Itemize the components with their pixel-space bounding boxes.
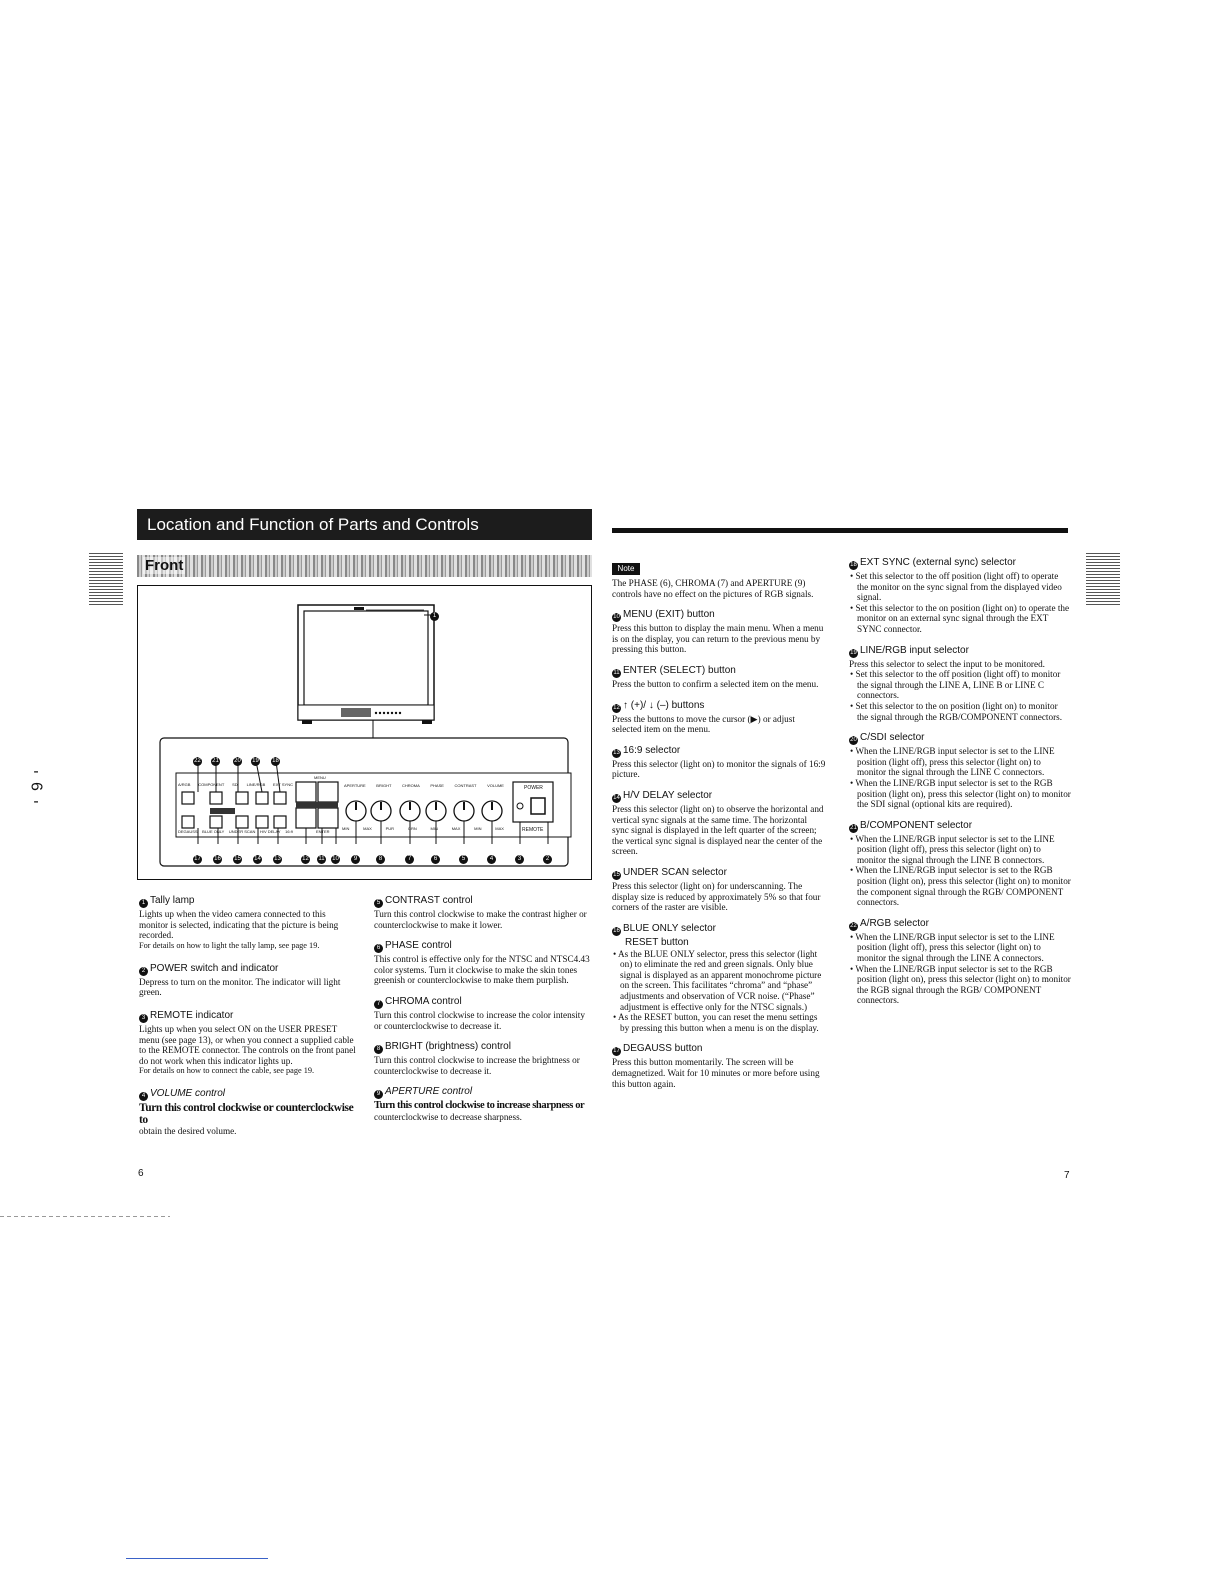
callout-number: 4 bbox=[487, 855, 496, 864]
entry-number: 19 bbox=[850, 649, 857, 656]
callout-number: 13 bbox=[274, 856, 281, 862]
entry-title: PHASE control bbox=[385, 940, 452, 952]
left-edge-tab bbox=[89, 553, 123, 605]
entry-number: 17 bbox=[613, 1048, 620, 1055]
callout-7 bbox=[405, 846, 416, 864]
front-panel-diagram bbox=[137, 585, 592, 880]
entry-heading bbox=[139, 895, 357, 908]
entry-b-component-selector bbox=[849, 820, 1071, 908]
entry-contrast-control bbox=[374, 895, 594, 930]
callout-13 bbox=[273, 846, 284, 864]
entry-bullet: • Set this selector to the on position (light on) to monitor the signal through the RGB/COMPONENT connectors. bbox=[850, 700, 1063, 722]
label-line-rgb: LINE/RGB bbox=[246, 782, 266, 787]
entry-heading bbox=[374, 940, 594, 953]
callout-number: 11 bbox=[318, 856, 325, 862]
callout-number: 12 bbox=[302, 856, 309, 862]
enter-label: ENTER bbox=[316, 829, 330, 834]
callout-17 bbox=[193, 846, 204, 864]
entry-number: 14 bbox=[613, 794, 620, 801]
entry-number: 9 bbox=[374, 1090, 383, 1099]
callout-number: 21 bbox=[212, 758, 219, 764]
label-sdi: SDI bbox=[232, 782, 239, 787]
callout-2 bbox=[543, 846, 554, 864]
entry-body: Turn this control clockwise to increase the brightness or counterclockwise to decrease it. bbox=[374, 1055, 580, 1076]
callout-10 bbox=[331, 846, 342, 864]
bullet-text: When the LINE/RGB input selector is set to the LINE position (light off), press this selector (light on) to monitor the signal through the LINE A connectors. bbox=[855, 931, 1055, 964]
page-number-right: 7 bbox=[1064, 1170, 1070, 1181]
left-column bbox=[139, 895, 357, 1144]
entry-heading bbox=[849, 557, 1071, 570]
menu-label: MENU bbox=[314, 775, 326, 780]
callout-16 bbox=[213, 846, 224, 864]
label-max: MAX bbox=[451, 826, 461, 831]
entry-number: 2 bbox=[139, 967, 148, 976]
label-bright: BRIGHT bbox=[376, 783, 392, 788]
entry-title: DEGAUSS button bbox=[623, 1043, 703, 1055]
entry-title: H/V DELAY selector bbox=[623, 789, 713, 801]
entry-title: A/RGB selector bbox=[860, 917, 929, 929]
label-16-9: 16:9 bbox=[285, 829, 293, 834]
entry-number: 7 bbox=[374, 1000, 383, 1009]
entry-remote-indicator bbox=[139, 1010, 357, 1076]
label-pur: PUR bbox=[385, 826, 395, 831]
entry-aperture-control bbox=[374, 1086, 594, 1123]
callout-number: 19 bbox=[252, 758, 259, 764]
entry-heading bbox=[612, 665, 826, 678]
bullet-text: As the BLUE ONLY selector, press this selector (light on) to eliminate the red and green signals. Only blue signal is displayed as an apparent monochrome picture on the screen. This facilitates “chroma” and “phase” adjustments and observation of VCR noise. (“Phase” adjustment is effective only for the NTSC signals.) bbox=[618, 948, 822, 1012]
callout-number: 15 bbox=[234, 856, 241, 862]
callout-number: 6 bbox=[431, 855, 440, 864]
entry-volume-control bbox=[139, 1088, 357, 1137]
bullet-text: When the LINE/RGB input selector is set to the RGB position (light on), press this selector (light on) to monitor the RGB signal through the RGB/ COMPONENT connectors. bbox=[855, 963, 1071, 1006]
entry-body: Turn this control clockwise to make the contrast higher or counterclockwise to make it lower. bbox=[374, 909, 587, 930]
entry-title: APERTURE control bbox=[385, 1086, 473, 1098]
callout-21 bbox=[211, 748, 222, 766]
entry-heading bbox=[374, 895, 594, 908]
entry-body: Lights up when the video camera connected to this monitor is selected, indicating that the picture is being recorded. bbox=[139, 909, 339, 941]
entry-heading bbox=[612, 609, 826, 622]
callout-tally bbox=[430, 603, 441, 621]
entry-number: 8 bbox=[374, 1045, 383, 1054]
entry-bullet: • When the LINE/RGB input selector is set to the RGB position (light on), press this selector (light on) to monitor the RGB signal through the RGB/ COMPONENT connectors. bbox=[850, 963, 1071, 1006]
entry-bullet: • Set this selector to the off position (light off) to monitor the signal through the LINE A, LINE B or LINE C connectors. bbox=[850, 669, 1061, 701]
entry-heading bbox=[612, 867, 826, 880]
entry-bullet: • Set this selector to the on position (light on) to operate the monitor on an external sync signal through the EXT SYNC connector. bbox=[850, 602, 1070, 634]
callout-12 bbox=[301, 846, 312, 864]
entry-body: obtain the desired volume. bbox=[139, 1126, 237, 1137]
callout-number: 14 bbox=[254, 856, 261, 862]
side-marker-number: 6 bbox=[27, 782, 45, 791]
label-min: MIN bbox=[430, 826, 438, 831]
entry-body: Press this selector (light on) to observe the horizontal and vertical sync signals at the same time. The horizontal sync signal is displayed in the left quarter of the screen; the vertical sync signal is displayed near the center of the screen. bbox=[612, 803, 824, 857]
entry-body: Press this selector to select the input to be monitored. bbox=[849, 658, 1045, 669]
entry-number: 20 bbox=[850, 737, 857, 744]
bullet-text: Set this selector to the on position (light on) to monitor the signal through the RGB/COMPONENT connectors. bbox=[855, 700, 1063, 722]
entry-chroma-control bbox=[374, 996, 594, 1031]
entry-bullet: • When the LINE/RGB input selector is set to the LINE position (light off), press this selector (light on) to monitor the signal through the LINE A connectors. bbox=[850, 931, 1055, 964]
entry-title: ↑ (+)/ ↓ (–) buttons bbox=[623, 699, 705, 711]
entry-heading bbox=[612, 923, 826, 936]
entry-heading bbox=[612, 745, 826, 758]
entry-bullet: • Set this selector to the off position (light off) to operate the monitor on the sync signal from the displayed video signal. bbox=[850, 571, 1062, 603]
entry-body: counterclockwise to decrease sharpness. bbox=[374, 1112, 522, 1123]
label-hv-delay: H/V DELAY bbox=[259, 829, 281, 834]
upper-button-labels bbox=[178, 782, 293, 787]
entry-blue-only-selector bbox=[612, 923, 826, 1034]
right-column-a bbox=[612, 563, 826, 1096]
callout-number: 22 bbox=[194, 758, 201, 764]
entry-title: VOLUME control bbox=[150, 1088, 226, 1100]
callout-number: 16 bbox=[214, 856, 221, 862]
lower-button-labels bbox=[178, 829, 293, 834]
entry-title: LINE/RGB input selector bbox=[860, 644, 969, 656]
label-degauss: DEGAUSS bbox=[178, 829, 198, 834]
entry-body: Press the button to confirm a selected item on the menu. bbox=[612, 678, 819, 689]
label-max: MAX bbox=[363, 826, 372, 831]
entry-title: MENU (EXIT) button bbox=[623, 609, 715, 621]
entry-16-9-selector bbox=[612, 745, 826, 780]
callout-15 bbox=[233, 846, 244, 864]
entry-number: 22 bbox=[850, 922, 857, 929]
entry-heading bbox=[612, 700, 826, 713]
entry-heading bbox=[139, 1088, 357, 1101]
entry-heading bbox=[849, 918, 1071, 931]
entry-title: POWER switch and indicator bbox=[150, 962, 279, 974]
side-marker-dash-top: - bbox=[33, 763, 39, 780]
entry-number: 13 bbox=[613, 749, 620, 756]
callout-18 bbox=[271, 748, 282, 766]
callout-3 bbox=[515, 846, 526, 864]
callout-number: 20 bbox=[234, 758, 241, 764]
entry-number: 4 bbox=[139, 1092, 148, 1101]
entry-number: 5 bbox=[374, 899, 383, 908]
entry-bullet: • When the LINE/RGB input selector is set to the RGB position (light on), press this selector (light on) to monitor the component signal through the RGB/ COMPONENT connectors. bbox=[850, 865, 1071, 908]
entry-body: Depress to turn on the monitor. The indicator will light green. bbox=[139, 976, 341, 998]
entry-body: Press this button to display the main menu. When a menu is on the display, you can return to the previous menu by pressing this button. bbox=[612, 623, 824, 655]
callout-19 bbox=[251, 748, 262, 766]
entry-a-rgb-selector bbox=[849, 918, 1071, 1006]
entry-body: Press this selector (light on) for underscanning. The display size is reduced by approximately 5% so that four corners of the raster are visible. bbox=[612, 880, 821, 913]
callout-number: 8 bbox=[376, 855, 385, 864]
callout-6 bbox=[431, 846, 442, 864]
entry-power-switch bbox=[139, 963, 357, 998]
entry-enter-button bbox=[612, 665, 826, 690]
bullet-text: When the LINE/RGB input selector is set to the RGB position (light on), press this selector (light on) to monitor the component signal through the RGB/ COMPONENT connectors. bbox=[855, 865, 1071, 908]
entry-title: BRIGHT (brightness) control bbox=[385, 1041, 511, 1053]
label-min: MIN bbox=[474, 826, 482, 831]
bullet-text: Set this selector to the off position (light off) to monitor the signal through the LINE A, LINE B or LINE C connectors. bbox=[855, 669, 1061, 701]
entry-title: 16:9 selector bbox=[623, 744, 681, 756]
callout-5 bbox=[459, 846, 470, 864]
entry-title: B/COMPONENT selector bbox=[860, 819, 973, 831]
header-rule bbox=[612, 528, 1068, 533]
entry-title: C/SDI selector bbox=[860, 732, 925, 744]
callout-20 bbox=[233, 748, 244, 766]
entry-heading bbox=[139, 1010, 357, 1023]
middle-column bbox=[374, 895, 594, 1130]
entry-body: Lights up when you select ON on the USER PRESET menu (see page 13), or when you connect a supplied cable to the REMOTE connector. The controls on the front panel do not work when this indicator lights up. bbox=[139, 1023, 356, 1066]
page-number-left: 6 bbox=[138, 1168, 144, 1179]
entry-title: CHROMA control bbox=[385, 995, 462, 1007]
label-phase: PHASE bbox=[430, 783, 444, 788]
entry-under-scan-selector bbox=[612, 867, 826, 913]
right-edge-tab bbox=[1086, 553, 1120, 605]
label-a-rgb: A/RGB bbox=[178, 782, 191, 787]
entry-number: 1 bbox=[139, 899, 148, 908]
entry-number: 3 bbox=[139, 1014, 148, 1023]
callout-14 bbox=[253, 846, 264, 864]
entry-bright-control bbox=[374, 1041, 594, 1076]
callout-number: 5 bbox=[459, 855, 468, 864]
entry-bullet: • As the RESET button, you can reset the menu settings by pressing this button when a menu is on the display. bbox=[613, 1012, 819, 1033]
label-grn: GRN bbox=[407, 826, 417, 831]
entry-ext-sync-selector bbox=[849, 557, 1071, 635]
section-heading bbox=[137, 555, 592, 577]
entry-title: UNDER SCAN selector bbox=[623, 866, 727, 878]
entry-note: For details on how to light the tally lamp, see page 19. bbox=[139, 940, 320, 950]
entry-bullet: • When the LINE/RGB input selector is set to the RGB position (light on), press this selector (light on) to monitor the SDI signal (optional kits are required). bbox=[850, 777, 1071, 810]
entry-title: Tally lamp bbox=[150, 895, 195, 906]
label-max: MAX bbox=[495, 826, 504, 831]
callout-number: 3 bbox=[515, 855, 524, 864]
callout-number: 2 bbox=[543, 855, 552, 864]
side-page-marker bbox=[28, 764, 44, 809]
entry-title: BLUE ONLY selector bbox=[623, 922, 717, 934]
entry-body: Press this selector (light on) to monitor the signals of 16:9 picture. bbox=[612, 758, 826, 780]
entry-heading bbox=[612, 1043, 826, 1056]
entry-number: 12 bbox=[613, 704, 620, 711]
entry-number: 6 bbox=[374, 944, 383, 953]
label-chroma: CHROMA bbox=[402, 783, 420, 788]
callout-number: 7 bbox=[405, 855, 414, 864]
entry-number: 10 bbox=[613, 614, 620, 621]
callout-4 bbox=[487, 846, 498, 864]
remote-label: REMOTE bbox=[522, 827, 544, 833]
note-label: Note bbox=[612, 563, 640, 575]
footer-link-underline bbox=[126, 1558, 268, 1559]
label-blue-only: BLUE ONLY bbox=[202, 829, 225, 834]
entry-tally-lamp bbox=[139, 895, 357, 951]
page-title: Location and Function of Parts and Controls bbox=[137, 509, 592, 540]
entry-heading bbox=[139, 963, 357, 976]
callout-number: 1 bbox=[430, 612, 439, 621]
note-body: The PHASE (6), CHROMA (7) and APERTURE (9) controls have no effect on the pictures of RGB signals. bbox=[612, 578, 814, 599]
entry-body: Press the buttons to move the cursor (▶) or adjust selected item on the menu. bbox=[612, 713, 795, 735]
entry-body: This control is effective only for the NTSC and NTSC4.43 color systems. Turn it clockwise to make the skin tones greenish or counterclockwise to make them purplish. bbox=[374, 954, 590, 986]
entry-number: 15 bbox=[613, 871, 620, 878]
entry-bullet: • When the LINE/RGB input selector is set to the LINE position (light off), press this selector (light on) to monitor the signal through the LINE B connectors. bbox=[850, 833, 1055, 865]
entry-number: 18 bbox=[850, 562, 857, 568]
knob-range-labels bbox=[342, 826, 504, 831]
entry-body: Press this button momentarily. The screen will be demagnetized. Wait for 10 minutes or more before using this button again. bbox=[612, 1057, 820, 1089]
entry-subtitle: RESET button bbox=[625, 936, 689, 948]
callout-number: 10 bbox=[332, 856, 339, 862]
bullet-text: Set this selector to the off position (light off) to operate the monitor on the sync signal from the displayed video signal. bbox=[855, 571, 1062, 603]
callout-9 bbox=[351, 846, 362, 864]
knob-labels bbox=[344, 783, 504, 788]
right-column-b bbox=[849, 557, 1071, 1013]
bullet-text: Set this selector to the on position (light on) to operate the monitor on an external sync signal through the EXT SYNC connector. bbox=[855, 602, 1070, 634]
label-contrast: CONTRAST bbox=[454, 783, 477, 788]
entry-line-rgb-selector bbox=[849, 645, 1071, 723]
note-block bbox=[612, 563, 826, 599]
front-panel-illustration bbox=[138, 586, 593, 881]
entry-title: REMOTE indicator bbox=[150, 1009, 234, 1021]
entry-phase-control bbox=[374, 940, 594, 986]
entry-title: EXT SYNC (external sync) selector bbox=[860, 557, 1016, 568]
entry-heading bbox=[849, 732, 1071, 745]
side-marker-dash-bottom: - bbox=[33, 793, 39, 810]
bullet-text: When the LINE/RGB input selector is set to the LINE position (light off), press this selector (light on) to monitor the signal through the LINE B connectors. bbox=[855, 833, 1055, 865]
label-volume: VOLUME bbox=[487, 783, 504, 788]
entry-heading bbox=[374, 1041, 594, 1054]
entry-title: CONTRAST control bbox=[385, 895, 473, 906]
entry-body-large: Turn this control clockwise or counterclockwise to bbox=[139, 1102, 354, 1127]
entry-note: For details on how to connect the cable, see page 19. bbox=[139, 1066, 315, 1076]
entry-hv-delay-selector bbox=[612, 790, 826, 857]
entry-heading bbox=[849, 820, 1071, 833]
entry-up-down-buttons bbox=[612, 700, 826, 735]
callout-number: 9 bbox=[351, 855, 360, 864]
entry-title: ENTER (SELECT) button bbox=[623, 664, 736, 676]
entry-number: 21 bbox=[850, 824, 857, 831]
entry-degauss-button bbox=[612, 1043, 826, 1089]
entry-heading bbox=[612, 790, 826, 803]
entry-body-large: Turn this control clockwise to increase sharpness or bbox=[374, 1100, 585, 1112]
entry-number: 16 bbox=[613, 927, 620, 934]
entry-c-sdi-selector bbox=[849, 732, 1071, 810]
callout-number: 17 bbox=[194, 856, 201, 862]
label-min: MIN bbox=[342, 826, 350, 831]
label-ext-sync: EXT SYNC bbox=[273, 782, 293, 787]
callout-22 bbox=[193, 748, 204, 766]
label-aperture: APERTURE bbox=[344, 783, 366, 788]
bullet-text: When the LINE/RGB input selector is set to the RGB position (light on), press this selector (light on) to monitor the SDI signal (optional kits are required). bbox=[855, 777, 1071, 810]
label-component: COMPONENT bbox=[198, 782, 225, 787]
label-under-scan: UNDER SCAN bbox=[228, 829, 256, 834]
scan-artifact-line bbox=[0, 1216, 170, 1217]
entry-heading bbox=[849, 645, 1071, 658]
entry-number: 11 bbox=[613, 669, 620, 676]
entry-bullet: • When the LINE/RGB input selector is set to the LINE position (light off), press this selector (light on) to monitor the signal through the LINE C connectors. bbox=[850, 746, 1055, 778]
entry-heading bbox=[374, 1086, 594, 1099]
callout-number: 18 bbox=[272, 758, 279, 764]
bullet-text: When the LINE/RGB input selector is set to the LINE position (light off), press this selector (light on) to monitor the signal through the LINE C connectors. bbox=[855, 746, 1055, 778]
entry-body: Turn this control clockwise to increase the color intensity or counterclockwise to decrease it. bbox=[374, 1009, 585, 1031]
callout-11 bbox=[317, 846, 328, 864]
entry-menu-button bbox=[612, 609, 826, 655]
bullet-text: As the RESET button, you can reset the menu settings by pressing this button when a menu is on the display. bbox=[618, 1012, 819, 1033]
power-label: POWER bbox=[524, 785, 543, 791]
entry-bullet: • As the BLUE ONLY selector, press this selector (light on) to eliminate the red and green signals. Only blue signal is displayed as an apparent monochrome picture on the screen. This facilitates “chroma” and “phase” adjustments and observation of VCR noise. (“Phase” adjustment is effective only for the NTSC signals.) bbox=[613, 948, 822, 1012]
section-label: Front bbox=[145, 557, 184, 574]
callout-8 bbox=[376, 846, 387, 864]
entry-heading bbox=[374, 996, 594, 1009]
